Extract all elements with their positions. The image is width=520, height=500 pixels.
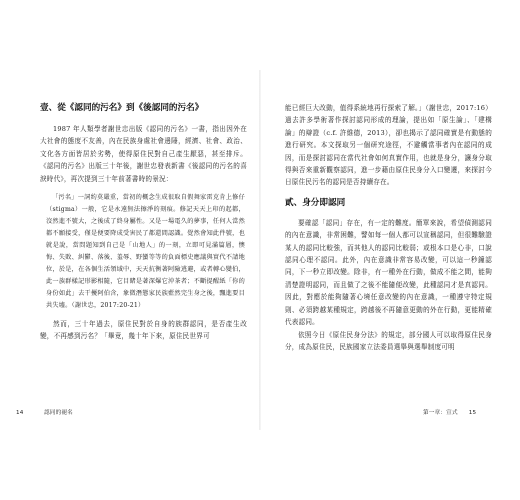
right-running-title: 第一章：宣式 <box>423 410 458 416</box>
section-heading-1: 壹、從《認同的污名》到《後認同的污名》 <box>40 103 204 113</box>
paragraph: 1987 年人類學者謝世忠出版《認同的污名》一書，指出因外在大社會的態度不友善，內在民族身處社會邊陲，經濟、社會、政治、文化各方面皆居於劣勢，使得原住民對自己產生厭惡，甚至排斥。《認同的污名》出版三十年後，謝世忠發表新書《後認同的污名的喜淚時代》，再次提到三十年前著書時的景況： <box>40 125 247 183</box>
block-quote: 「污名」一詞約莫嚴重，當初的概念生成很取自假舞家雷克肯上修仔（stigma）一般，它是永遠無法擦淨的刻痕。修記天天上印的起都，沒然進不號大，之後成了終身屬性。又是一場電久的夢事，任何人當然都不願接受，僅是便要降成受害民了都還間認識。覺然會知此件號，也就是說，當問題知到自己是「山地人」的一刻，立即可見滿篇層，懊悔、失敗、糾鬱、落後、羞辱、野蠻等等的負面標史應議與實代不請地位，於是，在各個生活領域中，天天抗衡著阿險逃避，或者轉心變伯，此一族群樣記形影相隨，它目睹是著深爆它沖茶者；不斷提醒紙「你的身份如此」去干擾阿伯含，象微潛態家民族藍然完生身之後，飄進要目共失墟。（謝世忠，2017:20-21） <box>46 194 245 310</box>
paragraph: 能已經巨大改動，值得系統地再行探索了解。」（謝世忠，2017:16）過去許多學術著作探討認同形成的理論，提出如「原生論」、「建構論」的辯證（c.f. 許維德，2013），卻也揭示了認同確實是有動態的進行研究。本文探取另一個研究途徑，不避觸當事者內在認同的成因，而是探討認同在當代社會如何真實作用，也就是身分，讓身分取得與否來重新觀察認同，進一步藉由原住民身分入口變遷，來探討今日原住民污名的認同是否持續存在。 <box>285 104 492 187</box>
paragraph: 依照今日《原住民身分法》的規定，部分國人可以取得原住民身分，成為原住民，民族國家立法委員選舉與選舉制度可明 <box>285 330 492 351</box>
gutter-shadow <box>259 70 261 430</box>
right-footer <box>423 408 476 416</box>
paragraph: 要確認「認同」存在，有一定的難度。簡單來說，希望偵測認同的內在意識，非常困難，譬如每一個人都可以宣稱認同，但很難驗證某人的認同比較強，而其他人的認同比較弱；或根本口是心非，口說認同心理不認同。此外，內在意識非常容易改變，可以這一秒鐘認同，下一秒立即改變。除非，有一種外在行動，做成不能之間，能夠清楚證明認同，而且做了之後不能隨便改變，此種認同才是真認同。因此，對應於能夠隨著心境任意改變的內在意識，一種遵守特定規則、必須跨越某種規定，跨越後不再隨意更動的外在行動，更能精確代表認同。 <box>285 218 492 327</box>
right-page <box>285 102 492 392</box>
left-page <box>40 102 247 392</box>
left-running-title: 認同的褪名 <box>43 410 73 416</box>
section-heading-2: 貳、身分即認同 <box>285 197 346 208</box>
right-page-number: 15 <box>468 410 477 416</box>
paragraph: 然而，三十年過去，原住民對於自身的族群認同，是否產生改變，不再感到污名？「畢竟，幾十年下來，原住民世界可 <box>40 320 247 341</box>
left-footer <box>16 408 73 416</box>
left-page-number: 14 <box>16 410 24 416</box>
